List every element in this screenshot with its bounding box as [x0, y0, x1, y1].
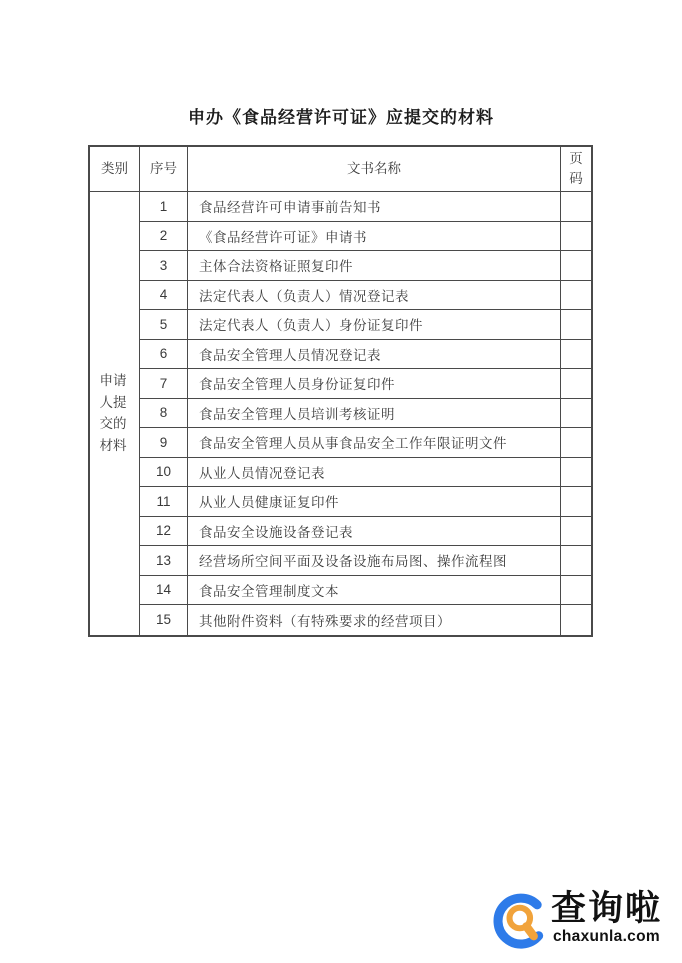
row-doc-name: 食品安全管理制度文本 — [188, 576, 561, 605]
row-doc-name: 主体合法资格证照复印件 — [188, 251, 561, 280]
row-serial: 8 — [140, 399, 188, 428]
category-label: 申请人提交的材料 — [99, 373, 127, 453]
table-row — [140, 251, 591, 281]
row-doc-name: 食品安全管理人员从事食品安全工作年限证明文件 — [188, 428, 561, 457]
row-doc-name: 食品安全设施设备登记表 — [188, 517, 561, 546]
row-serial: 4 — [140, 281, 188, 310]
row-doc-name: 法定代表人（负责人）身份证复印件 — [188, 310, 561, 339]
row-doc-name: 法定代表人（负责人）情况登记表 — [188, 281, 561, 310]
row-doc-name: 从业人员健康证复印件 — [188, 487, 561, 516]
magnifier-logo-icon — [492, 892, 550, 950]
table-row — [140, 369, 591, 399]
row-page-no — [561, 428, 591, 457]
page-title: 申办《食品经营许可证》应提交的材料 — [188, 108, 494, 127]
row-page-no — [561, 310, 591, 339]
watermark-text-block — [551, 889, 662, 946]
row-serial: 11 — [140, 487, 188, 516]
table-row — [140, 222, 591, 252]
row-serial: 5 — [140, 310, 188, 339]
row-doc-name: 《食品经营许可证》申请书 — [188, 222, 561, 251]
row-serial: 15 — [140, 605, 188, 635]
row-page-no — [561, 517, 591, 546]
row-serial: 2 — [140, 222, 188, 251]
table-row — [140, 576, 591, 606]
row-doc-name: 食品安全管理人员身份证复印件 — [188, 369, 561, 398]
row-page-no — [561, 192, 591, 221]
table-row — [140, 192, 591, 222]
table-row — [140, 428, 591, 458]
row-page-no — [561, 369, 591, 398]
category-cell — [90, 192, 140, 635]
header-doc-name: 文书名称 — [188, 147, 561, 191]
header-category: 类别 — [90, 147, 140, 191]
row-page-no — [561, 340, 591, 369]
row-page-no — [561, 281, 591, 310]
row-doc-name: 食品安全管理人员培训考核证明 — [188, 399, 561, 428]
watermark-brand-text: 查询啦 — [550, 889, 662, 928]
table-row — [140, 517, 591, 547]
row-doc-name: 食品安全管理人员情况登记表 — [188, 340, 561, 369]
row-doc-name: 其他附件资料（有特殊要求的经营项目） — [188, 605, 561, 635]
table-row — [140, 458, 591, 488]
row-serial: 14 — [140, 576, 188, 605]
table-row — [140, 487, 591, 517]
row-page-no — [561, 222, 591, 251]
materials-table — [88, 145, 593, 637]
row-doc-name: 食品经营许可申请事前告知书 — [188, 192, 561, 221]
table-row — [140, 399, 591, 429]
row-serial: 10 — [140, 458, 188, 487]
row-doc-name: 从业人员情况登记表 — [188, 458, 561, 487]
table-rows — [140, 192, 591, 635]
row-serial: 1 — [140, 192, 188, 221]
row-serial: 9 — [140, 428, 188, 457]
table-header-row — [90, 147, 591, 192]
header-page-no: 页码 — [569, 151, 583, 186]
table-row — [140, 546, 591, 576]
table-row — [140, 605, 591, 635]
row-page-no — [561, 546, 591, 575]
row-page-no — [561, 605, 591, 635]
row-page-no — [561, 458, 591, 487]
row-serial: 3 — [140, 251, 188, 280]
watermark-domain-text: chaxunla.com — [552, 928, 660, 946]
row-doc-name: 经营场所空间平面及设备设施布局图、操作流程图 — [188, 546, 561, 575]
table-body — [90, 192, 591, 635]
chaxunla-watermark — [492, 889, 662, 950]
row-page-no — [561, 251, 591, 280]
table-row — [140, 310, 591, 340]
table-row — [140, 281, 591, 311]
row-serial: 7 — [140, 369, 188, 398]
table-row — [140, 340, 591, 370]
header-serial: 序号 — [140, 147, 188, 191]
row-serial: 6 — [140, 340, 188, 369]
row-page-no — [561, 487, 591, 516]
row-page-no — [561, 576, 591, 605]
row-serial: 13 — [140, 546, 188, 575]
row-page-no — [561, 399, 591, 428]
row-serial: 12 — [140, 517, 188, 546]
